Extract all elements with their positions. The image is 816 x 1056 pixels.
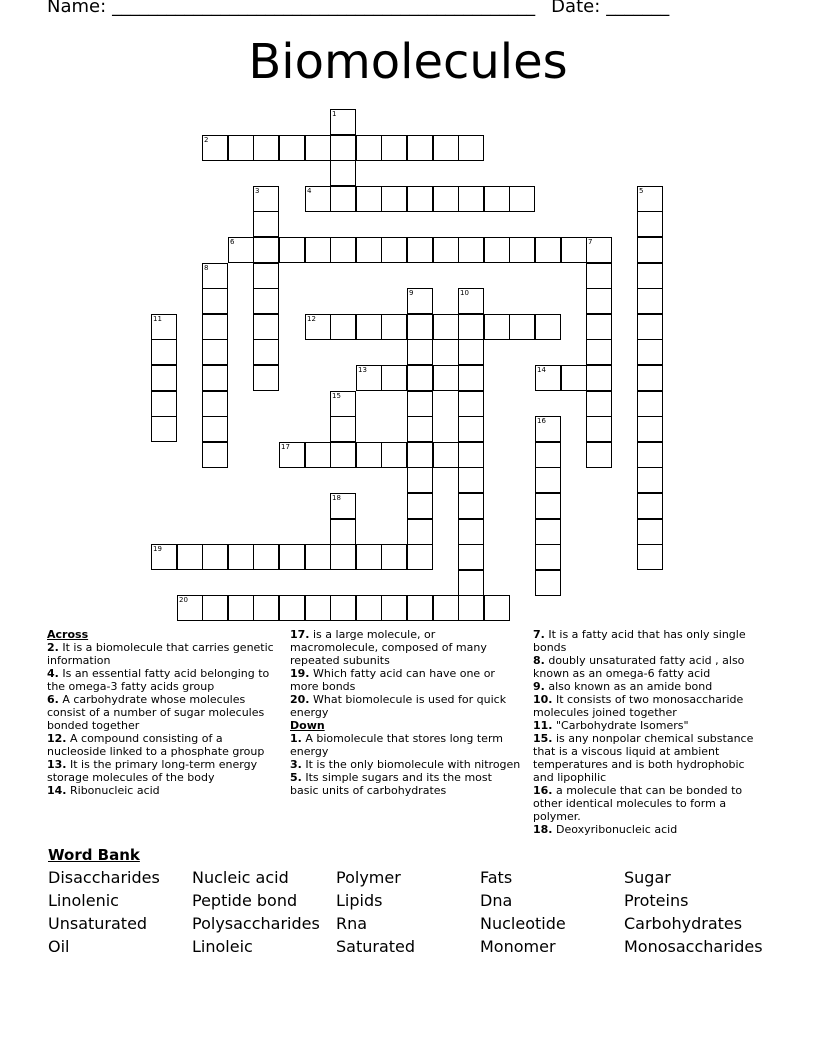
word-bank-item: Dna — [480, 891, 513, 910]
crossword-cell[interactable] — [305, 314, 331, 340]
crossword-cell[interactable] — [202, 314, 228, 340]
crossword-cell[interactable] — [330, 314, 356, 340]
crossword-cell[interactable] — [330, 519, 356, 545]
word-bank-item: Proteins — [624, 891, 689, 910]
clue-number: 20 — [179, 596, 188, 604]
clue-down-5: 5. Its simple sugars and its the most basic units of carbohydrates — [290, 771, 492, 797]
word-bank-item: Nucleic acid — [192, 868, 289, 887]
crossword-cell[interactable] — [381, 365, 407, 391]
crossword-cell[interactable] — [330, 493, 356, 519]
crossword-cell[interactable] — [151, 314, 177, 340]
word-bank-item: Carbohydrates — [624, 914, 743, 933]
crossword-cell[interactable] — [330, 442, 356, 468]
crossword-cell[interactable] — [586, 391, 612, 417]
crossword-cell[interactable] — [509, 186, 535, 212]
crossword-cell[interactable] — [637, 211, 663, 237]
crossword-cell[interactable] — [330, 391, 356, 417]
crossword-cell[interactable] — [535, 365, 561, 391]
crossword-cell[interactable] — [586, 416, 612, 442]
word-bank-item: Disaccharides — [48, 868, 160, 887]
crossword-cell[interactable] — [637, 314, 663, 340]
crossword-cell[interactable] — [458, 442, 484, 468]
crossword-cell[interactable] — [253, 288, 279, 314]
crossword-cell[interactable] — [637, 519, 663, 545]
date-field[interactable]: _______ — [606, 0, 670, 17]
crossword-cell[interactable] — [177, 544, 203, 570]
crossword-cell[interactable] — [381, 135, 407, 161]
crossword-cell[interactable] — [586, 237, 612, 263]
crossword-cell[interactable] — [458, 570, 484, 596]
clue-number: 2 — [204, 136, 209, 144]
word-bank-item: Unsaturated — [48, 914, 148, 933]
crossword-cell[interactable] — [253, 237, 279, 263]
crossword-cell[interactable] — [433, 365, 459, 391]
crossword-cell[interactable] — [202, 288, 228, 314]
crossword-cell[interactable] — [279, 544, 305, 570]
clue-across-17: 17. is a large molecule, or macromolecule, composed of many repeated subunits — [290, 628, 487, 667]
crossword-cell[interactable] — [330, 135, 356, 161]
clue-number: 11 — [153, 315, 162, 323]
clue-number: 4 — [307, 187, 312, 195]
across-heading: Across — [47, 628, 89, 641]
crossword-cell[interactable] — [586, 365, 612, 391]
crossword-cell[interactable] — [279, 135, 305, 161]
crossword-cell[interactable] — [253, 186, 279, 212]
word-bank-item: Oil — [48, 937, 70, 956]
crossword-cell[interactable] — [381, 237, 407, 263]
crossword-cell[interactable] — [407, 186, 433, 212]
crossword-cell[interactable] — [433, 314, 459, 340]
crossword-cell[interactable] — [330, 237, 356, 263]
crossword-cell[interactable] — [458, 416, 484, 442]
crossword-cell[interactable] — [381, 442, 407, 468]
crossword-cell[interactable] — [458, 391, 484, 417]
crossword-cell[interactable] — [484, 237, 510, 263]
clue-across-4: 4. Is an essential fatty acid belonging to the omega-3 fatty acids group — [47, 667, 270, 693]
crossword-cell[interactable] — [637, 416, 663, 442]
clue-number: 6 — [230, 238, 235, 246]
crossword-cell[interactable] — [433, 442, 459, 468]
crossword-cell[interactable] — [535, 416, 561, 442]
clues-column-1 — [47, 628, 277, 797]
crossword-cell[interactable] — [458, 467, 484, 493]
crossword-cell[interactable] — [305, 186, 331, 212]
crossword-cell[interactable] — [356, 544, 382, 570]
crossword-cell[interactable] — [202, 135, 228, 161]
clue-down-15: 15. is any nonpolar chemical substance that is a viscous liquid at ambient temperatures and is both hydrophobic and lipophilic — [533, 732, 754, 784]
clue-number: 18 — [332, 494, 341, 502]
name-label: Name: — [47, 0, 107, 17]
clues-column-2 — [290, 628, 522, 797]
clue-number: 10 — [460, 289, 469, 297]
word-bank-item: Rna — [336, 914, 368, 933]
crossword-cell[interactable] — [151, 365, 177, 391]
crossword-cell[interactable] — [535, 519, 561, 545]
page-title: Biomolecules — [248, 34, 568, 90]
clue-down-1: 1. A biomolecule that stores long term energy — [290, 732, 503, 758]
word-bank-title: Word Bank — [48, 846, 140, 864]
crossword-cell[interactable] — [535, 570, 561, 596]
crossword-cell[interactable] — [637, 263, 663, 289]
crossword-cell[interactable] — [202, 416, 228, 442]
crossword-cell[interactable] — [356, 135, 382, 161]
crossword-cell[interactable] — [279, 442, 305, 468]
crossword-cell[interactable] — [458, 493, 484, 519]
word-bank-item: Polysaccharides — [192, 914, 320, 933]
crossword-cell[interactable] — [407, 416, 433, 442]
clue-across-14: 14. Ribonucleic acid — [47, 784, 160, 797]
crossword-cell[interactable] — [561, 365, 587, 391]
clue-down-16: 16. a molecule that can be bonded to other identical molecules to form a polymer. — [533, 784, 743, 823]
crossword-cell[interactable] — [407, 595, 433, 621]
word-bank-item: Sugar — [624, 868, 671, 887]
clue-number: 12 — [307, 315, 316, 323]
crossword-cell[interactable] — [484, 595, 510, 621]
crossword-cell[interactable] — [253, 544, 279, 570]
crossword-cell[interactable] — [407, 365, 433, 391]
crossword-cell[interactable] — [535, 442, 561, 468]
clue-number: 19 — [153, 545, 162, 553]
crossword-cell[interactable] — [253, 263, 279, 289]
crossword-cell[interactable] — [637, 467, 663, 493]
clue-number: 8 — [204, 264, 209, 272]
crossword-cell[interactable] — [253, 211, 279, 237]
crossword-cell[interactable] — [330, 186, 356, 212]
word-bank-item: Peptide bond — [192, 891, 298, 910]
crossword-cell[interactable] — [253, 595, 279, 621]
crossword-cell[interactable] — [509, 237, 535, 263]
crossword-cell[interactable] — [407, 519, 433, 545]
crossword-cell[interactable] — [279, 595, 305, 621]
crossword-cell[interactable] — [151, 391, 177, 417]
crossword-cell[interactable] — [535, 467, 561, 493]
word-bank-item: Linoleic — [192, 937, 253, 956]
crossword-cell[interactable] — [202, 595, 228, 621]
crossword-cell[interactable] — [433, 237, 459, 263]
crossword-cell[interactable] — [381, 544, 407, 570]
clue-number: 13 — [358, 366, 367, 374]
clue-across-13: 13. It is the primary long-term energy storage molecules of the body — [47, 758, 258, 784]
clue-across-20: 20. What biomolecule is used for quick energy — [290, 693, 507, 719]
clue-number: 5 — [639, 187, 644, 195]
crossword-cell[interactable] — [407, 314, 433, 340]
crossword-cell[interactable] — [356, 365, 382, 391]
crossword-cell[interactable] — [305, 544, 331, 570]
clue-number: 16 — [537, 417, 546, 425]
crossword-cell[interactable] — [458, 135, 484, 161]
clue-down-18: 18. Deoxyribonucleic acid — [533, 823, 678, 836]
crossword-cell[interactable] — [535, 493, 561, 519]
crossword-cell[interactable] — [484, 314, 510, 340]
crossword-cell[interactable] — [305, 237, 331, 263]
crossword-cell[interactable] — [279, 237, 305, 263]
crossword-cell[interactable] — [330, 544, 356, 570]
crossword-cell[interactable] — [535, 314, 561, 340]
crossword-cell[interactable] — [535, 544, 561, 570]
crossword-cell[interactable] — [356, 314, 382, 340]
date-label: Date: — [551, 0, 601, 17]
word-bank-item: Monomer — [480, 937, 556, 956]
crossword-cell[interactable] — [407, 493, 433, 519]
crossword-cell[interactable] — [151, 416, 177, 442]
word-bank-item: Fats — [480, 868, 513, 887]
clue-across-6: 6. A carbohydrate whose molecules consist of a number of sugar molecules bonded together — [47, 693, 265, 732]
crossword-cell[interactable] — [407, 339, 433, 365]
clue-down-10: 10. It consists of two monosaccharide molecules joined together — [533, 693, 744, 719]
crossword-cell[interactable] — [637, 442, 663, 468]
crossword-cell[interactable] — [637, 365, 663, 391]
clue-across-19: 19. Which fatty acid can have one or more bonds — [290, 667, 495, 693]
crossword-cell[interactable] — [637, 288, 663, 314]
crossword-cell[interactable] — [407, 237, 433, 263]
clue-down-9: 9. also known as an amide bond — [533, 680, 713, 693]
crossword-cell[interactable] — [202, 365, 228, 391]
crossword-cell[interactable] — [407, 467, 433, 493]
crossword-cell[interactable] — [330, 160, 356, 186]
crossword-cell[interactable] — [458, 288, 484, 314]
crossword-cell[interactable] — [407, 288, 433, 314]
clue-number: 9 — [409, 289, 414, 297]
crossword-cell[interactable] — [305, 595, 331, 621]
clue-number: 14 — [537, 366, 546, 374]
clue-number: 7 — [588, 238, 593, 246]
crossword-cell[interactable] — [330, 416, 356, 442]
crossword-cell[interactable] — [228, 135, 254, 161]
crossword-cell[interactable] — [458, 339, 484, 365]
crossword-cell[interactable] — [356, 237, 382, 263]
word-bank-item: Nucleotide — [480, 914, 566, 933]
crossword-cell[interactable] — [151, 544, 177, 570]
crossword-cell[interactable] — [407, 442, 433, 468]
crossword-cell[interactable] — [458, 314, 484, 340]
crossword-cell[interactable] — [561, 237, 587, 263]
crossword-cell[interactable] — [586, 442, 612, 468]
word-bank-item: Linolenic — [48, 891, 119, 910]
clue-number: 3 — [255, 187, 260, 195]
crossword-cell[interactable] — [458, 237, 484, 263]
crossword-cell[interactable] — [637, 391, 663, 417]
clue-across-12: 12. A compound consisting of a nucleoside linked to a phosphate group — [47, 732, 265, 758]
crossword-cell[interactable] — [586, 314, 612, 340]
crossword-cell[interactable] — [407, 391, 433, 417]
crossword-cell[interactable] — [177, 595, 203, 621]
crossword-cell[interactable] — [433, 595, 459, 621]
crossword-cell[interactable] — [535, 237, 561, 263]
word-bank-item: Monosaccharides — [624, 937, 763, 956]
crossword-cell[interactable] — [484, 186, 510, 212]
crossword-cell[interactable] — [228, 544, 254, 570]
crossword-cell[interactable] — [586, 339, 612, 365]
crossword-cell[interactable] — [509, 314, 535, 340]
crossword-cell[interactable] — [407, 544, 433, 570]
clue-number: 15 — [332, 392, 341, 400]
crossword-cell[interactable] — [433, 135, 459, 161]
crossword-cell[interactable] — [637, 339, 663, 365]
clue-down-8: 8. doubly unsaturated fatty acid , also known as an omega-6 fatty acid — [533, 654, 745, 680]
crossword-cell[interactable] — [433, 186, 459, 212]
clue-number: 17 — [281, 443, 290, 451]
clue-across-2: 2. It is a biomolecule that carries genetic information — [47, 641, 274, 667]
crossword-cell[interactable] — [228, 595, 254, 621]
word-bank — [48, 866, 788, 958]
crossword-cell[interactable] — [381, 186, 407, 212]
clue-number: 1 — [332, 110, 337, 118]
crossword-cell[interactable] — [458, 519, 484, 545]
word-bank-item: Saturated — [336, 937, 416, 956]
crossword-cell[interactable] — [228, 237, 254, 263]
word-bank-item: Polymer — [336, 868, 401, 887]
crossword-cell[interactable] — [458, 365, 484, 391]
crossword-cell[interactable] — [151, 339, 177, 365]
crossword-cell[interactable] — [356, 186, 382, 212]
clue-down-11: 11. "Carbohydrate Isomers" — [533, 719, 689, 732]
crossword-cell[interactable] — [356, 595, 382, 621]
crossword-cell[interactable] — [458, 544, 484, 570]
crossword-cell[interactable] — [253, 135, 279, 161]
crossword-cell[interactable] — [637, 186, 663, 212]
crossword-cell[interactable] — [586, 288, 612, 314]
crossword-cell[interactable] — [586, 263, 612, 289]
name-field[interactable]: _______________________________________________ — [112, 0, 536, 17]
crossword-cell[interactable] — [330, 109, 356, 135]
crossword-cell[interactable] — [381, 314, 407, 340]
crossword-cell[interactable] — [202, 442, 228, 468]
crossword-cell[interactable] — [202, 263, 228, 289]
crossword-cell[interactable] — [202, 391, 228, 417]
crossword-cell[interactable] — [637, 237, 663, 263]
crossword-cell[interactable] — [253, 339, 279, 365]
crossword-cell[interactable] — [305, 135, 331, 161]
crossword-cell[interactable] — [202, 544, 228, 570]
word-bank-item: Lipids — [336, 891, 383, 910]
crossword-cell[interactable] — [458, 186, 484, 212]
down-heading: Down — [290, 719, 325, 732]
clue-down-3: 3. It is the only biomolecule with nitrogen — [290, 758, 521, 771]
crossword-cell[interactable] — [458, 595, 484, 621]
crossword-cell[interactable] — [407, 135, 433, 161]
crossword-cell[interactable] — [305, 442, 331, 468]
crossword-cell[interactable] — [253, 314, 279, 340]
clues-column-3 — [533, 628, 765, 836]
clue-down-7: 7. It is a fatty acid that has only single bonds — [533, 628, 746, 654]
crossword-cell[interactable] — [381, 595, 407, 621]
crossword-cell[interactable] — [637, 544, 663, 570]
crossword-cell[interactable] — [202, 339, 228, 365]
crossword-cell[interactable] — [637, 493, 663, 519]
crossword-cell[interactable] — [356, 442, 382, 468]
crossword-cell[interactable] — [253, 365, 279, 391]
crossword-cell[interactable] — [330, 595, 356, 621]
